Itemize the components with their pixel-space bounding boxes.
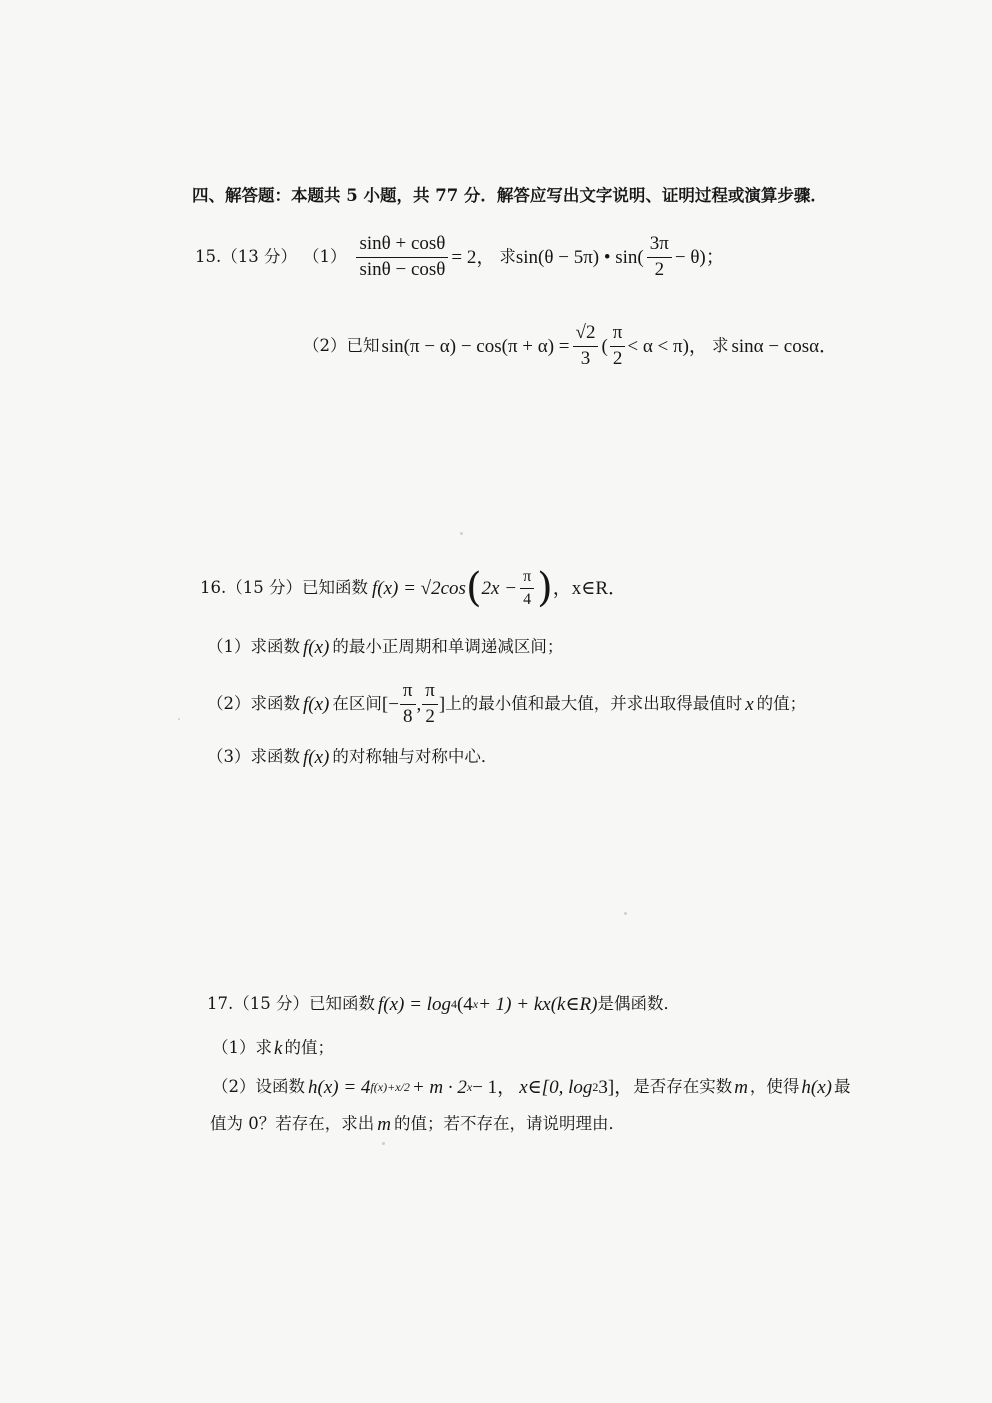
q15-p1-expr-b: − θ)； [674, 246, 725, 268]
q17-p2-rest-exp: x [466, 1080, 473, 1094]
q17-p1-k: k [274, 1037, 283, 1059]
q17-p2-domain: x∈[0, log [519, 1076, 593, 1098]
q16-p1-text: 的最小正周期和单调递减区间； [332, 636, 564, 656]
q15-label: 15.（13 分） [195, 246, 297, 266]
q17-p1-label: （1）求 [212, 1037, 272, 1057]
section-header: 四、解答题：本题共 5 小题，共 77 分．解答应写出文字说明、证明过程或演算步骤． [192, 186, 827, 205]
q15-p2-frac-den: 3 [580, 347, 591, 369]
q16-p2-comma: , [416, 693, 422, 715]
q15-p2-ask: 求 [711, 335, 729, 355]
q17-func-text: 是偶函数． [597, 993, 680, 1013]
q16-inner-den: 4 [523, 590, 532, 608]
q16-p2-a-num: π [400, 681, 416, 705]
q17-p2-label: （2）设函数 [212, 1076, 305, 1096]
q16-part1 [207, 635, 563, 659]
q16-inner-fraction [520, 568, 534, 608]
q15-p2-cond-open: ( [601, 335, 608, 357]
q15-p2-cond-num: π [610, 323, 626, 347]
q17-p2-m: m [734, 1076, 748, 1098]
q16-p3-text: 的对称轴与对称中心． [332, 746, 498, 766]
q17-p1-text: 的值； [284, 1037, 334, 1057]
q17-func-arg-b: + 1) + kx(k∈R) [478, 993, 598, 1015]
q16-p2-x: x [745, 693, 754, 715]
q17-p2-rest-a: + m · 2 [411, 1076, 467, 1098]
q17-part2-line1 [212, 1072, 851, 1102]
q16-part2 [207, 680, 806, 728]
q17-func-arg-a: (4 [456, 993, 473, 1015]
q16-p2-b-num: π [422, 681, 438, 705]
q17-statement [207, 990, 680, 1018]
q15-part1 [195, 230, 725, 284]
q16-p2-a-den: 8 [402, 705, 413, 727]
q16-p1-label: （1）求函数 [207, 636, 300, 656]
q17-p2-h: h(x) = 4 [308, 1076, 371, 1098]
q17-p2-text: 是否存在实数 [633, 1076, 733, 1096]
q17-p2-text3: 最 [834, 1076, 851, 1096]
q17-p2-domain-end: 3]， [598, 1076, 634, 1098]
q17-func: f(x) = log [377, 993, 451, 1015]
q15-p1-inner-num: 3π [647, 234, 672, 258]
q15-p2-cond-rest: < α < π)， [627, 335, 708, 357]
q17-label: 17.（15 分）已知函数 [207, 993, 375, 1013]
q15-p2-fraction [573, 323, 599, 370]
scan-speck [460, 532, 463, 535]
q15-p1-expr-a: sin(θ − 5π) • sin( [515, 246, 644, 268]
q16-p2-f: f(x) [303, 693, 330, 715]
q17-p2-line2-a: 值为 0？若存在，求出 [210, 1113, 375, 1133]
q16-domain: ，x∈R． [552, 577, 627, 599]
q16-func: f(x) = √2cos [371, 577, 466, 599]
q16-statement [200, 565, 627, 611]
q16-paren-close: ) [537, 565, 553, 611]
q15-p2-label: （2）已知 [303, 335, 380, 355]
q17-part2-line2 [210, 1112, 625, 1136]
q16-p2-a-fraction [400, 681, 416, 728]
q15-p1-fraction [356, 234, 448, 281]
q17-func-base: 4 [450, 997, 457, 1011]
q15-p1-label: （1） [302, 246, 347, 266]
scan-speck [178, 718, 180, 720]
q17-p2-domain-base: 2 [592, 1080, 599, 1094]
q15-p2-target: sinα − cosα． [731, 335, 839, 357]
q17-p2-hx: h(x) [801, 1076, 833, 1098]
q16-p2-in: 在区间 [332, 693, 382, 713]
q15-p1-frac-den: sinθ − cosθ [359, 258, 446, 280]
q16-p2-text: 上的最小值和最大值，并求出取得最值时 [445, 693, 743, 713]
q16-p2-b-fraction [422, 681, 438, 728]
q15-p1-inner-den: 2 [654, 258, 665, 280]
q17-p2-rest-b: − 1， [472, 1076, 517, 1098]
q16-label: 16.（15 分）已知函数 [200, 577, 368, 597]
q15-p1-ask: 求 [499, 246, 516, 266]
q16-p2-label: （2）求函数 [207, 693, 300, 713]
q15-p1-frac-num: sinθ + cosθ [356, 234, 448, 258]
q17-part1 [212, 1036, 334, 1060]
q15-part2 [303, 318, 838, 374]
q16-p1-f: f(x) [303, 636, 330, 658]
scan-speck [624, 912, 627, 915]
q15-p1-inner-fraction [647, 234, 672, 281]
q16-paren-open: ( [465, 565, 482, 611]
q16-p2-b-den: 2 [425, 705, 435, 727]
q15-p2-cond-fraction [610, 323, 626, 370]
scan-speck [382, 1142, 385, 1145]
q16-inner-a: 2x − [481, 577, 518, 599]
q15-p2-cond-den: 2 [612, 347, 623, 369]
q15-p2-frac-num: √2 [573, 323, 599, 347]
q17-p2-line2-b: 的值；若不存在，请说明理由． [393, 1113, 625, 1133]
q16-p3-label: （3）求函数 [207, 746, 300, 766]
q17-p2-line2-m: m [377, 1113, 391, 1135]
q15-p2-expr: sin(π − α) − cos(π + α) = [381, 335, 570, 357]
q16-p3-f: f(x) [303, 746, 330, 768]
q17-p2-text2: ，使得 [749, 1076, 800, 1096]
q16-p2-close: ] [438, 693, 446, 715]
q16-p2-open: [− [381, 693, 399, 715]
q15-p1-eq: = 2， [451, 246, 496, 268]
q16-inner-num: π [520, 568, 534, 589]
q16-part3 [207, 745, 497, 769]
q17-func-arg-exp: x [472, 997, 479, 1011]
q17-p2-exp: f(x)+x/2 [370, 1080, 410, 1094]
q16-p2-end: 的值； [756, 693, 807, 713]
